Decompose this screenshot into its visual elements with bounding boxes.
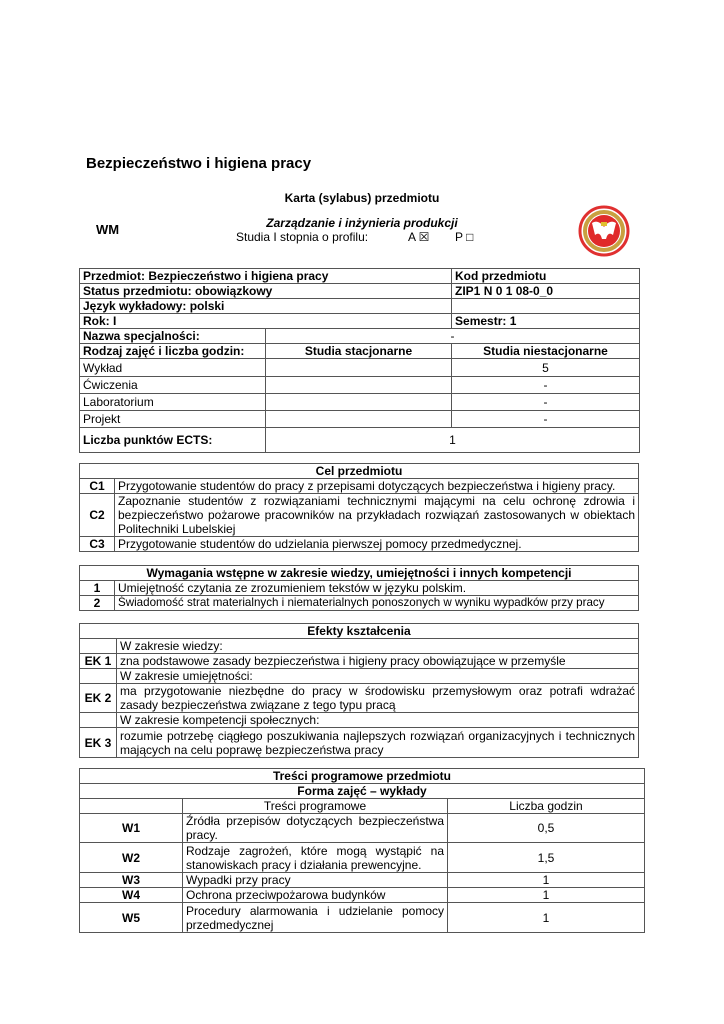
outcomes-table (79, 623, 639, 758)
topic-hours: 0,5 (448, 814, 645, 843)
outcome-text: rozumie potrzebę ciągłego poszukiwania najlepszych rozwiązań organizacyjnych i technicznych mających na celu poprawę bezpieczeństwa pracy (117, 728, 639, 758)
topic-id: W4 (80, 888, 183, 903)
table-row (80, 903, 645, 933)
full-time-hours (266, 411, 452, 428)
semester: Semestr: 1 (452, 314, 640, 329)
language: Język wykładowy: polski (80, 299, 452, 314)
table-row (80, 581, 639, 596)
topic-hours: 1,5 (448, 843, 645, 873)
goals-header: Cel przedmiotu (80, 464, 639, 479)
part-time-hours: 5 (452, 359, 640, 377)
topic-hours: 1 (448, 903, 645, 933)
outcome-group-heading: W zakresie wiedzy: (117, 639, 639, 654)
class-type: Wykład (80, 359, 266, 377)
outcome-group-heading: W zakresie kompetencji społecznych: (117, 713, 639, 728)
unit-label: WM (96, 222, 120, 237)
table-row (80, 377, 640, 394)
specialty-label: Nazwa specjalności: (80, 329, 266, 344)
table-row (80, 684, 639, 713)
full-time-hours (266, 377, 452, 394)
table-row (80, 411, 640, 428)
topic-id: W2 (80, 843, 183, 873)
hours-column-header: Liczba godzin (448, 799, 645, 814)
goal-text: Przygotowanie studentów do udzielania pierwszej pomocy przedmedycznej. (115, 537, 639, 552)
table-row (80, 359, 640, 377)
topic-text: Wypadki przy pracy (183, 873, 448, 888)
content-column-header: Treści programowe (183, 799, 448, 814)
outcome-text: ma przygotowanie niezbędne do pracy w środowisku przemysłowym oraz potrafi wdrażać zasady bezpieczeństwa związane z tego typu pracą (117, 684, 639, 713)
subject-status: Status przedmiotu: obowiązkowy (80, 284, 452, 299)
year: Rok: I (80, 314, 452, 329)
topic-id: W1 (80, 814, 183, 843)
subject-code: ZIP1 N 0 1 08-0_0 (452, 284, 640, 299)
program-table (79, 768, 645, 933)
profile-a-checkbox: A ☒ (408, 230, 430, 244)
card-title: Karta (sylabus) przedmiotu (284, 191, 440, 205)
goal-text: Przygotowanie studentów do pracy z przepisami dotyczących bezpieczeństwa i higieny pracy. (115, 479, 639, 494)
outcome-id: EK 3 (80, 728, 117, 758)
requirement-id: 2 (80, 596, 115, 611)
table-row (80, 873, 645, 888)
requirement-id: 1 (80, 581, 115, 596)
topic-hours: 1 (448, 873, 645, 888)
topic-id: W3 (80, 873, 183, 888)
goals-table (79, 463, 639, 552)
subject-info-table (79, 268, 640, 453)
field-of-study: Zarządzanie i inżynieria produkcji (266, 216, 458, 230)
class-type: Ćwiczenia (80, 377, 266, 394)
university-logo-icon (578, 205, 630, 257)
part-time-hours: - (452, 394, 640, 411)
table-row (80, 814, 645, 843)
outcomes-header: Efekty kształcenia (80, 624, 639, 639)
class-type: Projekt (80, 411, 266, 428)
program-header: Treści programowe przedmiotu (80, 769, 645, 784)
specialty-value: - (266, 329, 640, 344)
topic-text: Źródła przepisów dotyczących bezpieczeństwa pracy. (183, 814, 448, 843)
table-row (80, 888, 645, 903)
topic-text: Ochrona przeciwpożarowa budynków (183, 888, 448, 903)
full-time-header: Studia stacjonarne (266, 344, 452, 359)
table-row (80, 479, 639, 494)
subject-name: Przedmiot: Bezpieczeństwo i higiena pracy (80, 269, 452, 284)
hours-label: Rodzaj zajęć i liczba godzin: (80, 344, 266, 359)
ects-value: 1 (266, 428, 640, 453)
goal-id: C1 (80, 479, 115, 494)
topic-text: Rodzaje zagrożeń, które mogą wystąpić na stanowiskach pracy i działania prewencyjne. (183, 843, 448, 873)
part-time-hours: - (452, 411, 640, 428)
topic-hours: 1 (448, 888, 645, 903)
profile-p-checkbox: P □ (455, 230, 474, 244)
table-row (80, 537, 639, 552)
topic-text: Procedury alarmowania i udzielanie pomocy przedmedycznej (183, 903, 448, 933)
requirements-table (79, 565, 639, 611)
requirement-text: Umiejętność czytania ze zrozumieniem tekstów w języku polskim. (115, 581, 639, 596)
requirements-header: Wymagania wstępne w zakresie wiedzy, umiejętności i innych kompetencji (80, 566, 639, 581)
table-row (80, 654, 639, 669)
program-form: Forma zajęć – wykłady (80, 784, 645, 799)
table-row (80, 728, 639, 758)
outcome-text: zna podstawowe zasady bezpieczeństwa i higieny pracy obowiązujące w przemyśle (117, 654, 639, 669)
outcome-id: EK 2 (80, 684, 117, 713)
goal-id: C3 (80, 537, 115, 552)
outcome-group-heading: W zakresie umiejętności: (117, 669, 639, 684)
goal-text: Zapoznanie studentów z rozwiązaniami technicznymi mającymi na celu ochronę zdrowia i bezpieczeństwo pożarowe pracowników na przykładach rozwiązań zastosowanych w obiektach Politechniki Lubelskiej (115, 494, 639, 537)
study-level: Studia I stopnia o profilu: (236, 230, 369, 244)
table-row (80, 843, 645, 873)
goal-id: C2 (80, 494, 115, 537)
page-title: Bezpieczeństwo i higiena pracy (86, 155, 312, 172)
topic-id: W5 (80, 903, 183, 933)
full-time-hours (266, 359, 452, 377)
ects-label: Liczba punktów ECTS: (80, 428, 266, 453)
table-row (80, 596, 639, 611)
table-row (80, 394, 640, 411)
table-row (80, 494, 639, 537)
part-time-header: Studia niestacjonarne (452, 344, 640, 359)
code-label: Kod przedmiotu (452, 269, 640, 284)
outcome-id: EK 1 (80, 654, 117, 669)
part-time-hours: - (452, 377, 640, 394)
class-type: Laboratorium (80, 394, 266, 411)
requirement-text: Świadomość strat materialnych i niematerialnych ponoszonych w wyniku wypadków przy pracy (115, 596, 639, 611)
full-time-hours (266, 394, 452, 411)
